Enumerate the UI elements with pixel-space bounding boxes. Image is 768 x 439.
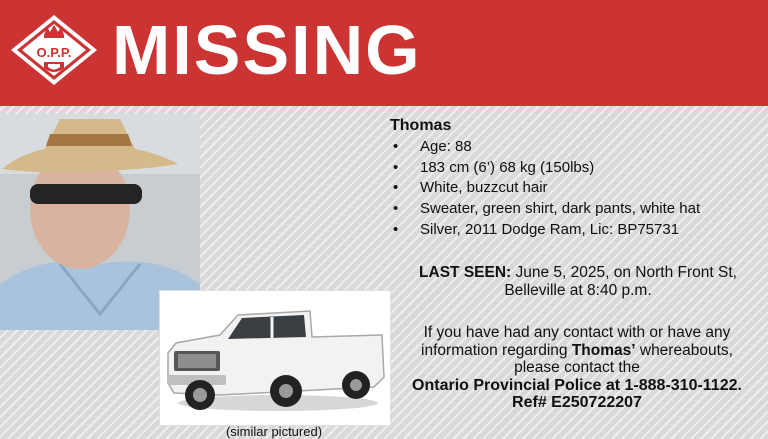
person-name: Thomas <box>390 117 452 134</box>
person-details-list <box>388 137 766 241</box>
opp-badge-logo <box>8 12 100 88</box>
detail-hair: • White, buzzcut hair <box>393 179 548 197</box>
detail-height-weight: • 183 cm (6’) 68 kg (150lbs) <box>393 158 595 176</box>
header-banner <box>0 0 768 106</box>
vehicle-caption: (similar pictured) <box>225 424 323 439</box>
detail-vehicle: • Silver, 2011 Dodge Ram, Lic: BP75731 <box>393 220 680 238</box>
contact-person-name: Thomas’ <box>571 341 636 359</box>
person-info <box>388 116 766 241</box>
last-seen-text-1: June 5, 2025, on North Front St, <box>511 264 737 281</box>
detail-clothing: • Sweater, green shirt, dark pants, white hat <box>393 200 701 218</box>
reference-number: Ref# E250722207 <box>512 394 642 411</box>
contact-line-1: If you have had any contact with or have any <box>423 324 731 341</box>
svg-text:O.P.P.: O.P.P. <box>36 45 72 60</box>
page-title: MISSING <box>112 11 422 89</box>
vehicle-photo <box>159 290 391 426</box>
last-seen-block <box>390 264 766 300</box>
last-seen-text-2: Belleville at 8:40 p.m. <box>504 282 652 299</box>
contact-line-2: information regarding Thomas’ whereabouts, <box>421 341 733 359</box>
contact-phone: 1-888-310-1122. <box>624 376 742 394</box>
contact-line-3: please contact the <box>514 359 640 376</box>
contact-police-line: Ontario Provincial Police at 1-888-310-1122. <box>412 376 742 394</box>
last-seen-label: LAST SEEN: <box>419 264 512 281</box>
contact-block <box>388 324 766 412</box>
detail-age: • Age: 88 <box>393 138 472 155</box>
